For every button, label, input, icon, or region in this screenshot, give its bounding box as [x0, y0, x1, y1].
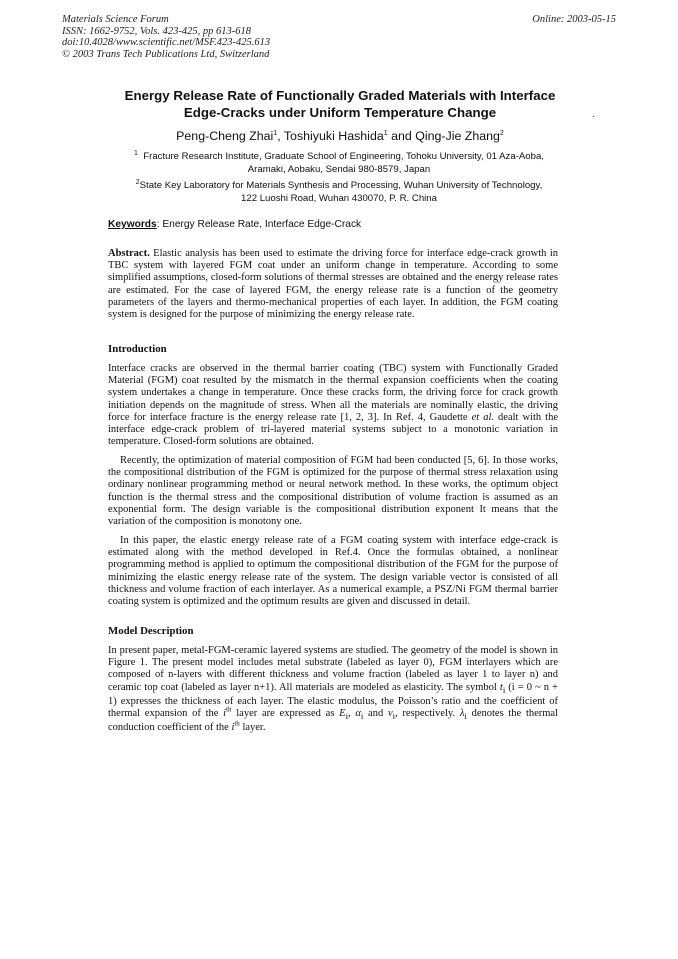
symbol-ith-sup: th	[226, 705, 232, 714]
symbol-E-sub: i	[345, 711, 349, 722]
model-text-c: layer are expressed as	[231, 708, 340, 720]
online-date: Online: 2003-05-15	[532, 14, 616, 25]
keywords-label: Keywords	[108, 219, 157, 230]
author-list	[100, 129, 580, 143]
copyright-line: © 2003 Trans Tech Publications Ltd, Switzerland	[62, 48, 270, 60]
symbol-nu-sub: i	[392, 711, 396, 722]
author-3-affil: 2	[499, 129, 504, 137]
affiliation-1-line-1: Fracture Research Institute, Graduate School of Engineering, Tohoku University, 01 Aza-Aoba,	[143, 151, 544, 162]
keywords-colon: :	[156, 219, 160, 230]
affiliation-1-line-2: Aramaki, Aobaku, Sendai 980-8579, Japan	[247, 163, 431, 175]
symbol-alpha: α	[355, 708, 361, 720]
abstract-label: Abstract.	[108, 248, 150, 259]
symbol-alpha-sub: i	[360, 711, 364, 722]
intro-p1-etal: et al.	[471, 411, 495, 423]
symbol-ith-2-sup: th	[234, 719, 240, 728]
affiliation-1-marker: 1	[134, 149, 138, 157]
paper-title	[95, 87, 585, 121]
model-text-a: In present paper, metal-FGM-ceramic layered systems are studied. The geometry of the model is shown in Figure 1. The present model includes metal substrate (labeled as layer 0), FGM interlayers which are composed of n-layers with different thickness and volume fraction (labeled as layer 1 to layer n) and ceramic top coat (labeled as layer n+1). All materials are modeled as elasticity. The symbol	[108, 645, 558, 693]
symbol-nu: ν	[387, 708, 393, 720]
author-separator: and	[387, 129, 416, 143]
introduction-heading: Introduction	[108, 343, 167, 355]
introduction-paragraph-2: Recently, the optimization of material composition of FGM had been conducted [5, 6]. In those works, the compositional distribution of the FGM is optimized for the purpose of thermal stress relaxation using ordinary nonlinear programming method or neural network method. In these works, the optimum object function is the thermal stress and the compositional distribution of volume fraction is assumed as an exponential form. The design variable is the compositional distribution exponent It means that the variation of the composition is monotony one.	[108, 455, 558, 528]
journal-name: Materials Science Forum	[62, 14, 169, 25]
symbol-ith: i	[223, 708, 227, 720]
author-3: Qing-Jie Zhang	[415, 129, 500, 143]
title-line-1: Energy Release Rate of Functionally Graded Materials with Interface	[124, 88, 556, 103]
introduction-paragraph-1	[108, 363, 558, 448]
abstract-text: Elastic analysis has been used to estimate the driving force for interface edge-crack growth in TBC system with layered FGM coat under an uniform change in temperature. According to some simplified assumptions, closed-form solutions of thermal stresses are obtained and the energy release rates are estimated. For the case of layered FGM, the energy release rate is a function of the geometry parameters of the layers and thermo-mechanical properties of each layer. In addition, the FGM coating system is designed for the purpose of minimizing the energy release rate.	[108, 248, 558, 321]
symbol-ith-2: i	[231, 722, 235, 734]
abstract	[108, 248, 558, 321]
affiliation-1	[108, 151, 570, 176]
affiliation-2-line-1: State Key Laboratory for Materials Synthesis and Processing, Wuhan University of Technology,	[139, 180, 543, 191]
journal-header	[62, 14, 270, 60]
model-text-f: layer.	[239, 722, 266, 734]
author-separator: ,	[277, 129, 284, 143]
model-description-paragraph	[108, 645, 558, 735]
model-description-heading: Model Description	[108, 625, 194, 637]
intro-p1-text-b: dealt with the interface edge-crack problem of tri-layered material systems subject to a monotonic variation in temperature. Closed-form solutions are obtained.	[108, 411, 558, 448]
model-text-d: , respectively.	[395, 708, 460, 720]
symbol-lambda-sub: i	[464, 711, 467, 722]
model-text-e: denotes the thermal conduction coefficient of the	[108, 708, 559, 734]
symbol-t: t	[499, 681, 503, 693]
model-sep: and	[363, 708, 388, 720]
model-text-b: expresses the thickness of each layer. The elastic modulus, the Poisson’s ratio and the coefficient of thermal expansion of the	[108, 695, 558, 720]
affiliation-2-line-2: 122 Luoshi Road, Wuhan 430070, P. R. China	[241, 192, 437, 204]
author-1: Peng-Cheng Zhai	[176, 129, 274, 143]
introduction-paragraph-3: In this paper, the elastic energy release rate of a FGM coating system with interface edge-crack is estimated along with the method developed in Ref.4. Once the formulas obtained, a nonlinear programming method is applied to optimum the compositional distribution of the FGM for the purpose of minimizing the elastic energy release rate of the system. The design variable vector is consisted of all thickness and volume fraction of each interlayer. As a numerical example, a PSZ/Ni FGM thermal barrier coating system is optimized and the optimum results are given and discussed in detail.	[108, 535, 558, 608]
issn-line: ISSN: 1662-9752, Vols. 423-425, pp 613-618	[62, 25, 251, 37]
symbol-E: E	[339, 708, 346, 720]
title-line-2: Edge-Cracks under Uniform Temperature Change	[183, 105, 497, 120]
keywords-text: Energy Release Rate, Interface Edge-Crack	[159, 219, 362, 230]
keywords	[108, 219, 361, 230]
author-2-affil: 1	[383, 129, 388, 137]
model-range: (i = 0 ~ n + 1)	[108, 681, 558, 707]
stray-mark: ·	[592, 112, 596, 123]
doi-link[interactable]: doi:10.4028/www.scientific.net/MSF.423-425.613	[62, 37, 271, 49]
author-2: Toshiyuki Hashida	[283, 129, 384, 143]
intro-p1-text-a: Interface cracks are observed in the thermal barrier coating (TBC) system with Functionally Graded Material (FGM) coat resulted by the mismatch in the thermal expansion coefficients when the coating system undertakes a change in temperature. Once these cracks form, the driving force for crack growth initiation depends on the magnitude of stress. When all the materials are nominally elastic, the driving force for interface fracture is the energy release rate [1, 2, 3]. In Ref. 4, Gaudette	[108, 363, 558, 423]
symbol-t-sub: i	[502, 684, 506, 695]
affiliation-2	[108, 180, 570, 205]
author-1-affil: 1	[273, 129, 278, 137]
symbol-lambda: λ	[459, 708, 465, 720]
model-sep: ,	[348, 708, 356, 720]
affiliation-2-marker: 2	[135, 178, 140, 186]
